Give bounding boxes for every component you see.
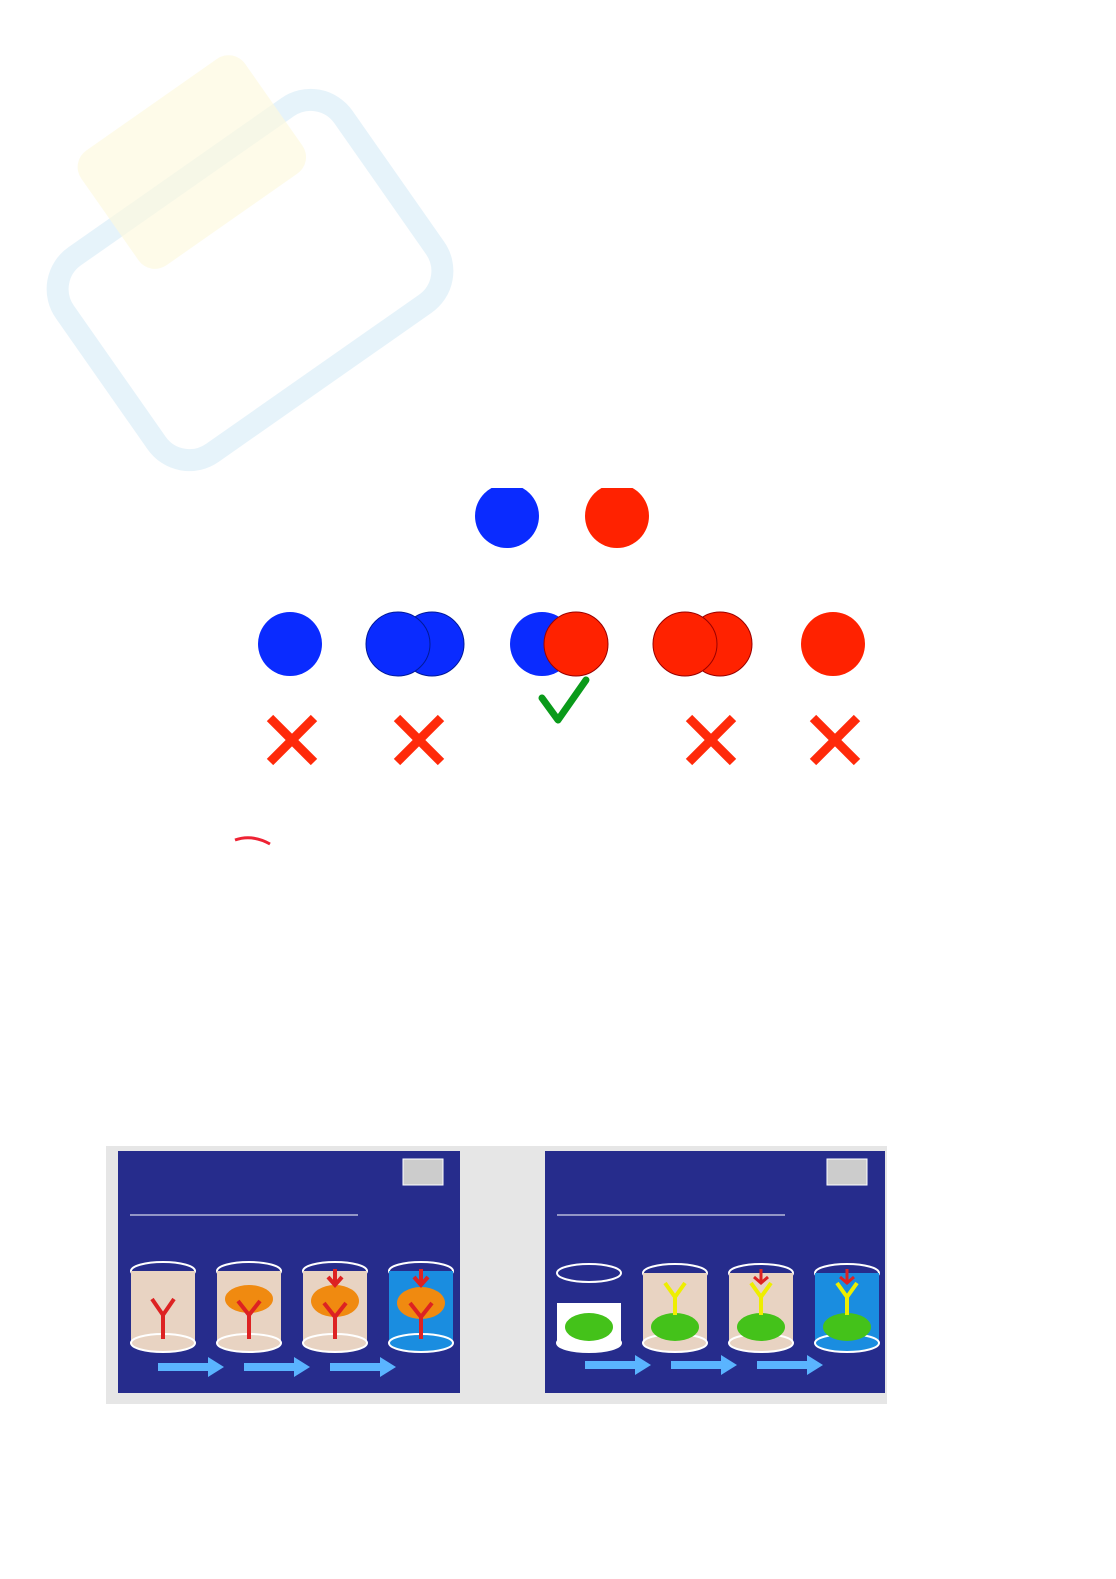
decorative-mark	[235, 838, 270, 844]
plate-icon	[403, 1159, 443, 1185]
cross-icon	[813, 718, 857, 762]
watermark-logo	[20, 40, 480, 520]
cross-icon	[270, 718, 314, 762]
myeloma-cell	[585, 488, 649, 548]
well-2	[643, 1264, 707, 1352]
cross-icon	[689, 718, 733, 762]
fused-myeloma-myeloma-cell	[653, 612, 752, 676]
well-2	[217, 1262, 281, 1352]
elisa-figure	[106, 1146, 887, 1404]
well-4	[815, 1264, 879, 1352]
plasma-cell	[475, 488, 539, 548]
plate-icon	[827, 1159, 867, 1185]
fused-b-b-cell	[366, 612, 464, 676]
well-1	[131, 1262, 195, 1352]
well-3	[303, 1262, 367, 1352]
single-b-cell	[258, 612, 322, 676]
elisa-direct-panel	[118, 1151, 460, 1393]
elisa-indirect-panel	[545, 1151, 885, 1393]
hybridoma-cell	[510, 612, 608, 676]
check-icon	[542, 680, 586, 720]
cross-icon	[397, 718, 441, 762]
single-myeloma-cell	[801, 612, 865, 676]
well-4	[389, 1262, 453, 1352]
hybridoma-selection-figure	[230, 488, 880, 846]
well-3	[729, 1264, 793, 1352]
